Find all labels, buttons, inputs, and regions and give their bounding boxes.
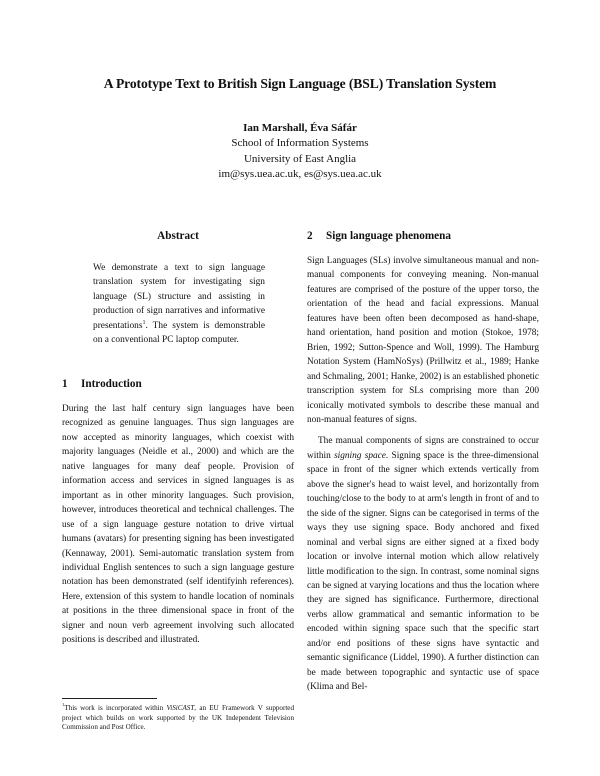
footnote-text-b: , an EU Framework V supported project which builds on work supported by the UK Independent Television Commission and Post Office.	[62, 704, 294, 732]
abstract-text-part-2: . The system is demonstrable on a conventional PC laptop computer.	[93, 320, 265, 346]
section-2-number: 2	[307, 230, 313, 242]
affiliation-university: University of East Anglia	[243, 152, 357, 165]
section-1-heading	[62, 378, 142, 390]
section-2-heading	[307, 230, 451, 242]
footnote-text-a: This work is incorporated within	[64, 704, 167, 712]
footnote	[62, 704, 294, 733]
signing-space-term: signing space	[334, 450, 386, 461]
footnote-reference: 1	[142, 319, 146, 326]
abstract-text-part-1: We demonstrate a text to sign language translation system for investigating sign language (SL) structure and assisting in production of sign narratives and informative presentations	[93, 263, 265, 331]
section-2-title: Sign language phenomena	[326, 230, 451, 242]
author-block	[0, 121, 600, 182]
section-1-paragraph: During the last half century sign languages have been recognized as genuine languages. Thus sign languages are now accepted as minority languages, which coexist with majority languages (Neidle et al., 2000) and which are the native languages for many deaf people. Provision of information access and services in signed languages is as important as in other minority languages. Such provision, however, introduces theoretical and technical challenges. The use of a sign language gesture notation to drive virtual humans (avatars) for presenting signing has been investigated (Kennaway, 2001). Semi-automatic translation system from individual English sentences to such a sign language gesture notation has been demonstrated (self identifyinh references). Here, extension of this system to handle location of nominals at positions in the three dimensional space in front of the signer and noun verb agreement involving such allocated positions is described and illustrated.	[62, 404, 294, 646]
abstract-text	[93, 261, 265, 347]
section-2-paragraph-2-a: The manual components of signs are constrained to occur within	[307, 436, 539, 461]
footnote-project-name: ViSiCAST	[166, 704, 195, 712]
paper-title: A Prototype Text to British Sign Language (BSL) Translation System	[103, 76, 497, 91]
section-1-title: Introduction	[81, 378, 142, 390]
section-1-body	[62, 402, 294, 648]
section-2-paragraph-1: Sign Languages (SLs) involve simultaneous manual and non-manual components for conveying meaning. Non-manual features are comprised of the posture of the upper torso, the orientation of the head and facial expressions. Manual features have been often been decomposed as hand-shape, hand orientation, hand position and motion (Stokoe, 1978; Brien, 1992; Sutton-Spence and Woll, 1999). The Hamburg Notation System (HamNoSys) (Prillwitz et al., 1989; Hanke and Schmaling, 2001; Hanke, 2002) is an established phonetic transcription system for SLs comprising more than 200 iconically motivated symbols to describe these manual and non-manual features of signs.	[307, 256, 539, 425]
section-1-number: 1	[62, 378, 68, 390]
abstract-heading: Abstract	[157, 230, 199, 242]
section-2-body	[307, 254, 539, 695]
section-2-paragraph-2-b: . Signing space is the three-dimensional space in front of the signer which extends vertically from above the signer's head to waist level, and horizontally from touching/close to the body to at arm's length in front of and to the side of the signer. Signs can be categorised in terms of the ways they use signing space. Body anchored and fixed nominal and verbal signs are either signed at a fixed body location or involve internal motion which allow relatively little modification to the sign. In contrast, some nominal signs can be signed at varying locations and thus the location where they are signed has significance. Furthermore, directional verbs allow grammatical and semantic information to be encoded within signing space such that the specific start and/or end positions of these signs have syntactic and semantic significance (Liddel, 1990). A further distinction can be made between topographic and syntactic use of space (Klima and Bel-	[307, 450, 540, 693]
author-emails: im@sys.uea.ac.uk, es@sys.uea.ac.uk	[218, 167, 382, 180]
author-names: Ian Marshall, Éva Sáfár	[243, 122, 357, 134]
affiliation-school: School of Information Systems	[231, 137, 369, 150]
footnote-divider	[62, 698, 157, 699]
section-2-paragraph-2	[307, 434, 539, 694]
footnote-mark: 1	[62, 702, 65, 707]
